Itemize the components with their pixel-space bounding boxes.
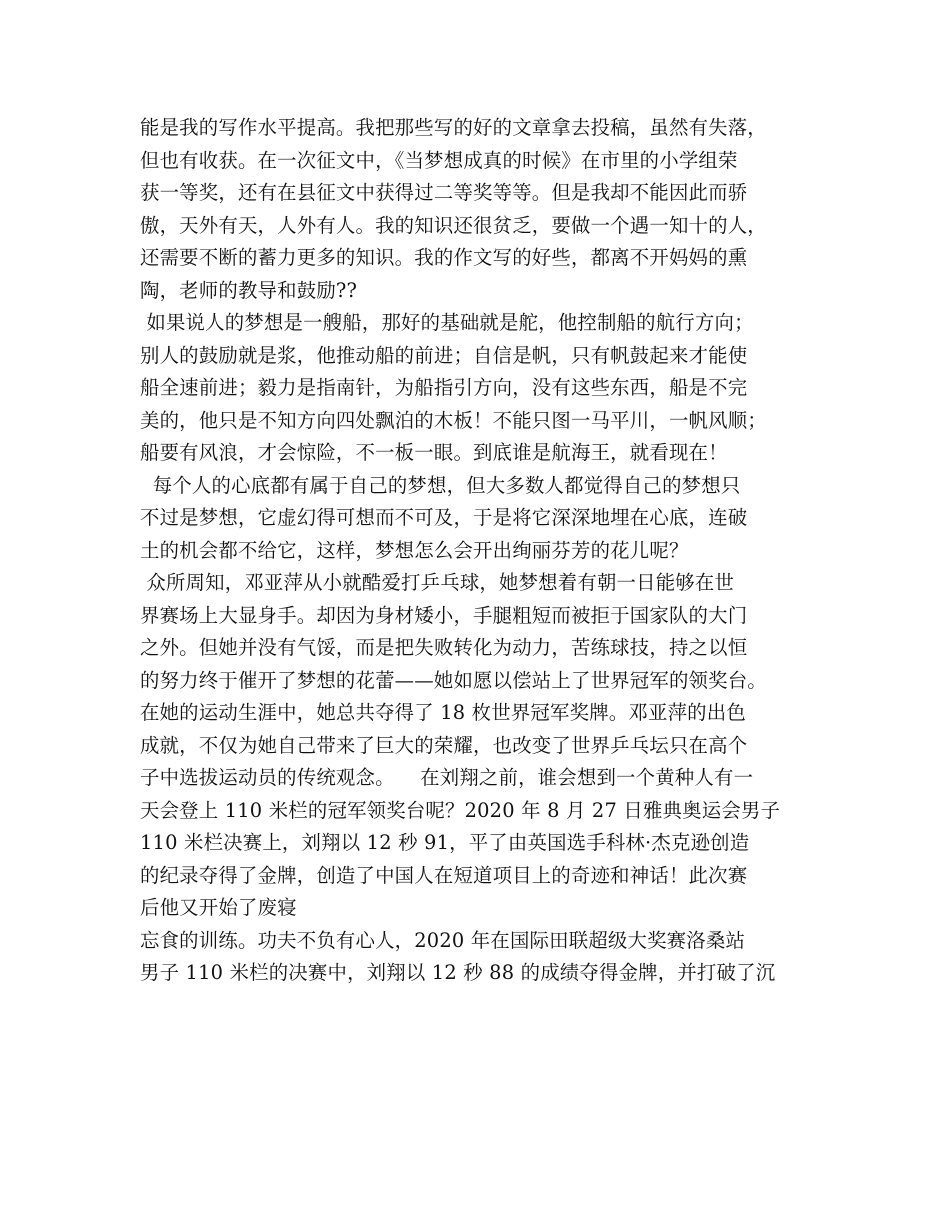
text-line-9: 船全速前进；毅力是指南针，为船指引方向，没有这些东西，船是不完 [140,376,748,399]
text-line-14: 土的机会都不给它，这样，梦想怎么会开出绚丽芬芳的花儿呢？ [140,538,689,562]
text-line-2: 但也有收获。在一次征文中，《当梦想成真的时候》在市里的小学组荣 [140,148,738,172]
text-line-6: 陶，老师的教导和鼓励?? [140,278,358,302]
text-line-11: 船要有风浪，才会惊险，不一板一眼。到底谁是航海王，就看现在！ [140,441,728,464]
text-line-15: 众所周知，邓亚萍从小就酷爱打乒乓球，她梦想着有朝一日能够在世 [140,571,735,594]
text-line-27: 男子 110 米栏的决赛中，刘翔以 12 秒 88 的成绩夺得金牌，并打破了沉 [140,961,776,984]
text-line-22: 天会登上 110 米栏的冠军领奖台呢？2020 年 8 月 27 日雅典奥运会男子 [140,798,781,822]
text-line-24: 的纪录夺得了金牌，创造了中国人在短道项目上的奇迹和神话！此次赛 [140,863,748,887]
text-line-7: 如果说人的梦想是一艘船，那好的基础就是舵，他控制船的航行方向； [140,311,754,334]
text-line-26: 忘食的训练。功夫不负有心人，2020 年在国际田联超级大奖赛洛桑站 [140,928,746,952]
text-line-19: 在她的运动生涯中，她总共夺得了 18 枚世界冠军奖牌。邓亚萍的出色 [140,701,746,724]
body-text [140,112,830,990]
text-line-12: 每个人的心底都有属于自己的梦想，但大多数人都觉得自己的梦想只 [140,473,741,497]
text-line-21: 子中选拔运动员的传统观念。 在刘翔之前，谁会想到一个黄种人有一 [140,766,754,789]
text-line-4: 傲，天外有天，人外有人。我的知识还很贫乏，要做一个遇一知十的人， [140,213,767,237]
text-line-17: 之外。但她并没有气馁，而是把失败转化为动力，苦练球技，持之以恒 [140,636,748,659]
text-line-8: 别人的鼓励就是浆，他推动船的前进；自信是帆，只有帆鼓起来才能使 [140,343,748,367]
text-line-1: 能是我的写作水平提高。我把那些写的好的文章拿去投稿，虽然有失落， [140,116,767,139]
text-line-20: 成就，不仅为她自己带来了巨大的荣耀，也改变了世界乒乓坛只在高个 [140,733,748,757]
text-line-13: 不过是梦想，它虚幻得可想而不可及，于是将它深深地埋在心底，连破 [140,506,748,529]
text-line-23: 110 米栏决赛上，刘翔以 12 秒 91，平了由英国选手科林·杰克逊创造 [140,831,750,854]
text-line-18: 的努力终于催开了梦想的花蕾——她如愿以偿站上了世界冠军的领奖台。 [140,668,767,692]
text-line-5: 还需要不断的蓄力更多的知识。我的作文写的好些，都离不开妈妈的熏 [140,246,748,269]
text-line-25: 后他又开始了废寝 [140,896,297,919]
text-line-16: 界赛场上大显身手。却因为身材矮小，手腿粗短而被拒于国家队的大门 [140,603,748,627]
text-line-10: 美的，他只是不知方向四处飘泊的木板！不能只图一马平川，一帆风顺； [140,408,767,432]
text-line-3: 获一等奖，还有在县征文中获得过二等奖等等。但是我却不能因此而骄 [140,181,748,204]
